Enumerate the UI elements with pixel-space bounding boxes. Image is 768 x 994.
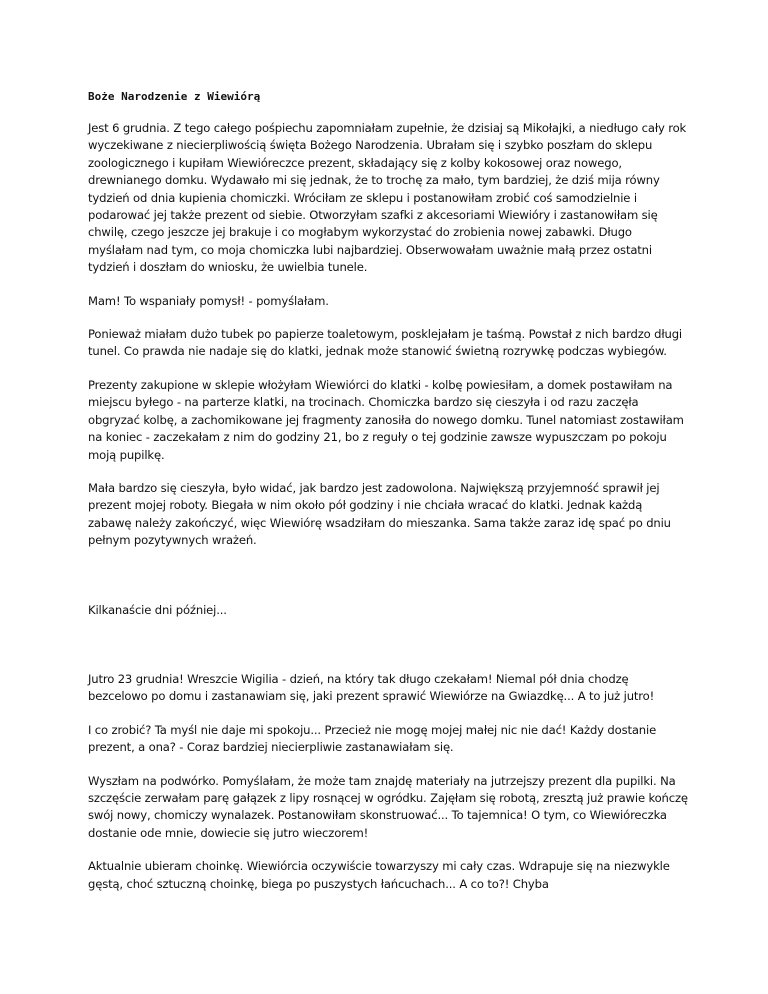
paragraph-3: Ponieważ miałam dużo tubek po papierze toaletowym, posklejałam je taśmą. Powstał z nich bardzo długi tunel. Co prawda nie nadaje się do klatki, jednak może stanowić świetną rozrywkę podczas wybiegów. [88,327,682,359]
paragraph-9: Wyszłam na podwórko. Pomyślałam, że może tam znajdę materiały na jutrzejszy prezent dla pupilki. Na szczęście zerwałam parę gałązek z lipy rosnącej w ogródku. Zajęłam się robotą, zresztą już prawie kończę swój nowy, chomiczy wynalazek. Postanowiłam skonstruować... To tajemnica! O tym, co Wiewióreczka dostanie ode mnie, dowiecie się jutro wieczorem! [88,773,688,840]
paragraph-6: Kilkanaście dni później... [88,602,227,617]
paragraph-7: Jutro 23 grudnia! Wreszcie Wigilia - dzień, na który tak długo czekałam! Niemal pół dnia chodzę bezcelowo po domu i zastanawiam się, jaki prezent sprawić Wiewiórze na Gwiazdkę... A to już jutro! [88,671,655,704]
paragraph-5: Mała bardzo się cieszyła, było widać, jak bardzo jest zadowolona. Największą przyjemność sprawił jej prezent mojej roboty. Biegała w nim około pół godziny i nie chciała wracać do klatki. Jednak każdą zabawę należy zakończyć, więc Wiewiórę wsadziłam do mieszanka. Sama także zaraz idę spać po dniu pełnym pozytywnych wrażeń. [88,480,671,548]
paragraph-8: I co zrobić? Ta myśl nie daje mi spokoju... Przecież nie mogę mojej małej nic nie dać! Każdy dostanie prezent, a ona? - Coraz bardziej niecierpliwie zastanawiałam się. [88,722,657,755]
document-body [88,89,688,909]
paragraph-1: Jest 6 grudnia. Z tego całego pośpiechu zapomniałam zupełnie, że dzisiaj są Mikołajki, a niedługo cały rok wyczekiwane z niecierpliwością święta Bożego Narodzenia. Ubrałam się i szybko poszłam do sklepu zoologicznego i kupiłam Wiewióreczce prezent, składający się z kolby kokosowej oraz nowego, drewnianego domku. Wydawało mi się jednak, że to trochę za mało, tym bardziej, że dziś mija równy tydzień od dnia kupienia chomiczki. Wróciłam ze sklepu i postanowiłam zrobić coś samodzielnie i podarować jej także prezent od siebie. Otworzyłam szafki z akcesoriami Wiewióry i zastanowiłam się chwilę, czego jeszcze jej brakuje i co mogłabym wykorzystać do zrobienia nowej zabawki. Długo myślałam nad tym, co moja chomiczka lubi najbardziej. Obserwowałam uważnie małą przez ostatni tydzień i doszłam do wniosku, że uwielbia tunele. [88,121,687,275]
paragraph-2: Mam! To wspaniały pomysł! - pomyślałam. [88,293,329,308]
paragraph-4: Prezenty zakupione w sklepie włożyłam Wiewiórci do klatki - kolbę powiesiłam, a domek postawiłam na miejscu byłego - na parterze klatki, na trocinach. Chomiczka bardzo się cieszyła i od razu zaczęła obgryzać kolbę, a zachomikowane jej fragmenty zanosiła do nowego domku. Tunel natomiast zostawiłam na koniec - zaczekałam z nim do godziny 21, bo z reguły o tej godzinie zawsze wypuszczam po pokoju moją pupilkę. [88,377,684,462]
document-title: Boże Narodzenie z Wiewiórą [88,90,261,103]
paragraph-10: Aktualnie ubieram choinkę. Wiewiórcia oczywiście towarzyszy mi cały czas. Wdrapuje się na niezwykle gęstą, choć sztuczną choinkę, biega po puszystych łańcuchach... A co to?! Chyba [88,859,670,891]
